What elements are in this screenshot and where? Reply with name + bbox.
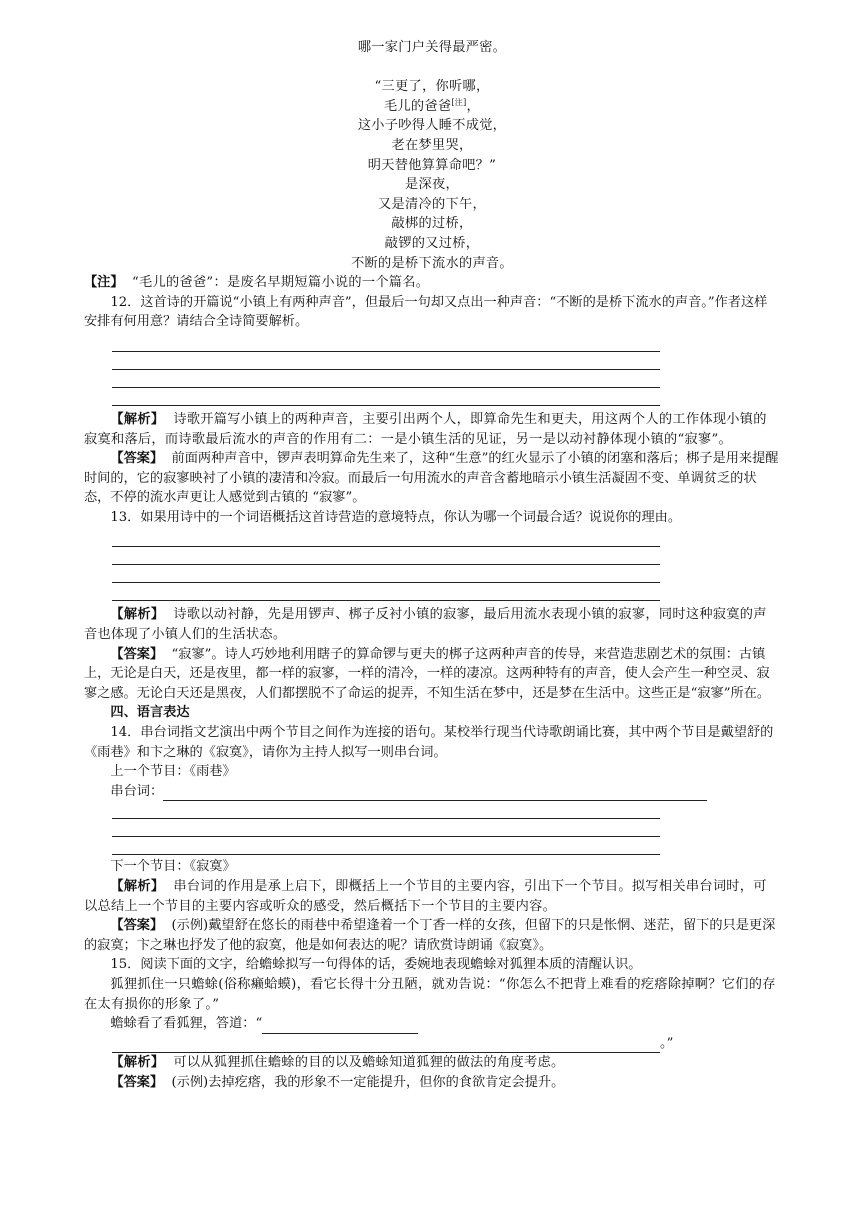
poem-line: 不断的是桥下流水的声音。: [351, 255, 513, 271]
answer-blank-area: [84, 334, 780, 406]
poem-line-punct: ，: [466, 98, 481, 114]
bridge-label: 串台词：: [110, 783, 164, 799]
answer-14: [84, 916, 780, 955]
analysis-15: [84, 1053, 780, 1073]
answer-text: “寂寥”。诗人巧妙地利用瞎子的算命锣与更夫的梆子这两种声音的传导，来营造悲剧艺术的氛围：古镇上，无论是白天，还是夜里，都一样的寂寥，一样的清冷，一样的凄凉。这两种特有的声音，使人会产生一种空灵、寂寥之感。无论白天还是黑夜，人们都摆脱不了命运的捉弄，不知生活在梦中，还是梦在生活中。这些正是“寂寥”所在。: [84, 646, 771, 701]
stanza-gap: [84, 58, 780, 78]
reply-line-2: [84, 1034, 780, 1054]
answer-blank-line[interactable]: [112, 583, 660, 601]
answer-label: 【答案】: [110, 451, 164, 467]
poem-line: 敲梆的过桥，: [391, 216, 473, 232]
poem-line: 又是清冷的下午，: [378, 196, 486, 212]
analysis-14: [84, 877, 780, 916]
analysis-text: 可以从狐狸抓住蟾蜍的目的以及蟾蜍知道狐狸的做法的角度考虑。: [173, 1055, 565, 1071]
question-14: 14．串台词指文艺演出中两个节目之间作为连接的语句。某校举行现当代诗歌朗诵比赛，其中两个节目是戴望舒的《雨巷》和卞之琳的《寂寞》，请你为主持人拟写一则串台词。: [84, 725, 774, 760]
answer-text: (示例)去掉疙瘩，我的形象不一定能提升，但你的食欲肯定会提升。: [171, 1074, 565, 1090]
poem-line: [84, 97, 780, 117]
answer-label: 【答案】: [110, 646, 164, 662]
answer-text: 前面两种声音中，锣声表明算命先生来了，这种“生意”的红火显示了小镇的闭塞和落后；梆子是用来提醒时间的，它的寂寥映衬了小镇的凄清和冷寂。而最后一句用流水的声音含蓄地暗示小镇生活凝固不变、单调贫乏的状态，不停的流水声更让人感觉到古镇的 “寂寥”。: [84, 451, 779, 506]
story-text: 狐狸抓住一只蟾蜍(俗称癞蛤蟆)，看它长得十分丑陋，就劝告说：“你怎么不把背上难看的疙瘩除掉啊？它们的存在太有损你的形象了。”: [84, 976, 776, 1012]
footnote: [84, 273, 780, 293]
analysis-label: 【解析】: [110, 607, 165, 623]
note-text: “毛儿的爸爸”：是废名早期短篇小说的一个篇名。: [131, 275, 430, 291]
reply-blank[interactable]: [262, 1019, 418, 1034]
answer-label: 【答案】: [110, 1074, 164, 1090]
prev-program: 上一个节目：《雨巷》: [110, 764, 236, 780]
bridge-blank[interactable]: [163, 786, 707, 801]
reply-line: [84, 1014, 780, 1034]
answer-blank-area: [84, 529, 780, 601]
answer-12: [84, 449, 780, 508]
answer-blank-line[interactable]: [112, 819, 660, 837]
answer-blank-line[interactable]: [112, 388, 660, 406]
note-label: 【注】: [84, 275, 124, 291]
answer-blank-line[interactable]: [112, 370, 660, 388]
analysis-12: [84, 410, 780, 449]
analysis-text: 串台词的作用是承上启下，即概括上一个节目的主要内容，引出下一个节目。拟写相关串台词时，可以总结上一个节目的主要内容或听众的感受，然后概括下一个节目的主要内容。: [84, 879, 767, 914]
answer-label: 【答案】: [110, 918, 164, 934]
answer-blank-line[interactable]: [112, 529, 660, 547]
poem-line: 是深夜，: [405, 177, 459, 193]
answer-blank-line[interactable]: [112, 547, 660, 565]
reply-blank[interactable]: [112, 1038, 660, 1053]
reply-suffix: 。”: [660, 1035, 674, 1051]
analysis-text: 诗歌开篇写小镇上的两种声音，主要引出两个人，即算命先生和更夫，用这两个人的工作体现小镇的寂寞和落后，而诗歌最后流水的声音的作用有二：一是小镇生活的见证，另一是以动衬静体现小镇的“寂寥”。: [84, 411, 767, 447]
analysis-label: 【解析】: [110, 879, 165, 894]
poem-line: 这小子吵得人睡不成觉，: [357, 118, 507, 134]
bridge-line: [84, 782, 780, 802]
question-15: 15．阅读下面的文字，给蟾蜍拟写一句得体的话，委婉地表现蟾蜍对狐狸本质的清醒认识。: [110, 957, 642, 973]
answer-15: [84, 1073, 780, 1093]
poem-line: 敲锣的又过桥，: [384, 235, 480, 251]
analysis-text: 诗歌以动衬静，先是用锣声、梆子反衬小镇的寂寥，最后用流水表现小镇的寂寥，同时这种寂寞的声音也体现了小镇人们的生活状态。: [84, 607, 767, 643]
footnote-mark: [注]: [451, 97, 467, 107]
analysis-label: 【解析】: [110, 1055, 165, 1071]
answer-blank-line[interactable]: [112, 801, 660, 819]
analysis-13: [84, 605, 780, 644]
answer-text: (示例)戴望舒在悠长的雨巷中希望逢着一个丁香一样的女孩，但留下的只是怅惘、迷茫，留下的只是更深的寂寞；卞之琳也抒发了他的寂寞，他是如何表达的呢？请欣赏诗朗诵《寂寞》。: [84, 918, 776, 953]
poem: [84, 38, 780, 273]
answer-blank-area: [84, 801, 780, 855]
poem-line-text: 毛儿的爸爸: [383, 98, 452, 114]
poem-line: 哪一家门户关得最严密。: [357, 40, 507, 55]
next-program: 下一个节目：《寂寞》: [110, 859, 236, 875]
reply-prefix: 蟾蜍看了看狐狸，答道：“: [110, 1016, 263, 1032]
section-title: 四、语言表达: [110, 705, 190, 721]
poem-line: “三更了，你听哪，: [374, 79, 490, 95]
answer-blank-line[interactable]: [112, 565, 660, 583]
answer-blank-line[interactable]: [112, 837, 660, 855]
answer-blank-line[interactable]: [112, 352, 660, 370]
question-13: 13．如果用诗中的一个词语概括这首诗营造的意境特点，你认为哪一个词最合适？说说你的理由。: [110, 509, 682, 525]
question-12: 12．这首诗的开篇说“小镇上有两种声音”，但最后一句却又点出一种声音：“不断的是桥下流水的声音。”作者这样安排有何用意？请结合全诗简要解析。: [84, 294, 768, 330]
answer-blank-line[interactable]: [112, 334, 660, 352]
poem-line: 明天替他算算命吧？”: [367, 157, 497, 173]
poem-line: 老在梦里哭，: [391, 137, 473, 153]
document-page: [84, 38, 780, 1093]
analysis-label: 【解析】: [110, 411, 165, 427]
answer-13: [84, 645, 780, 704]
